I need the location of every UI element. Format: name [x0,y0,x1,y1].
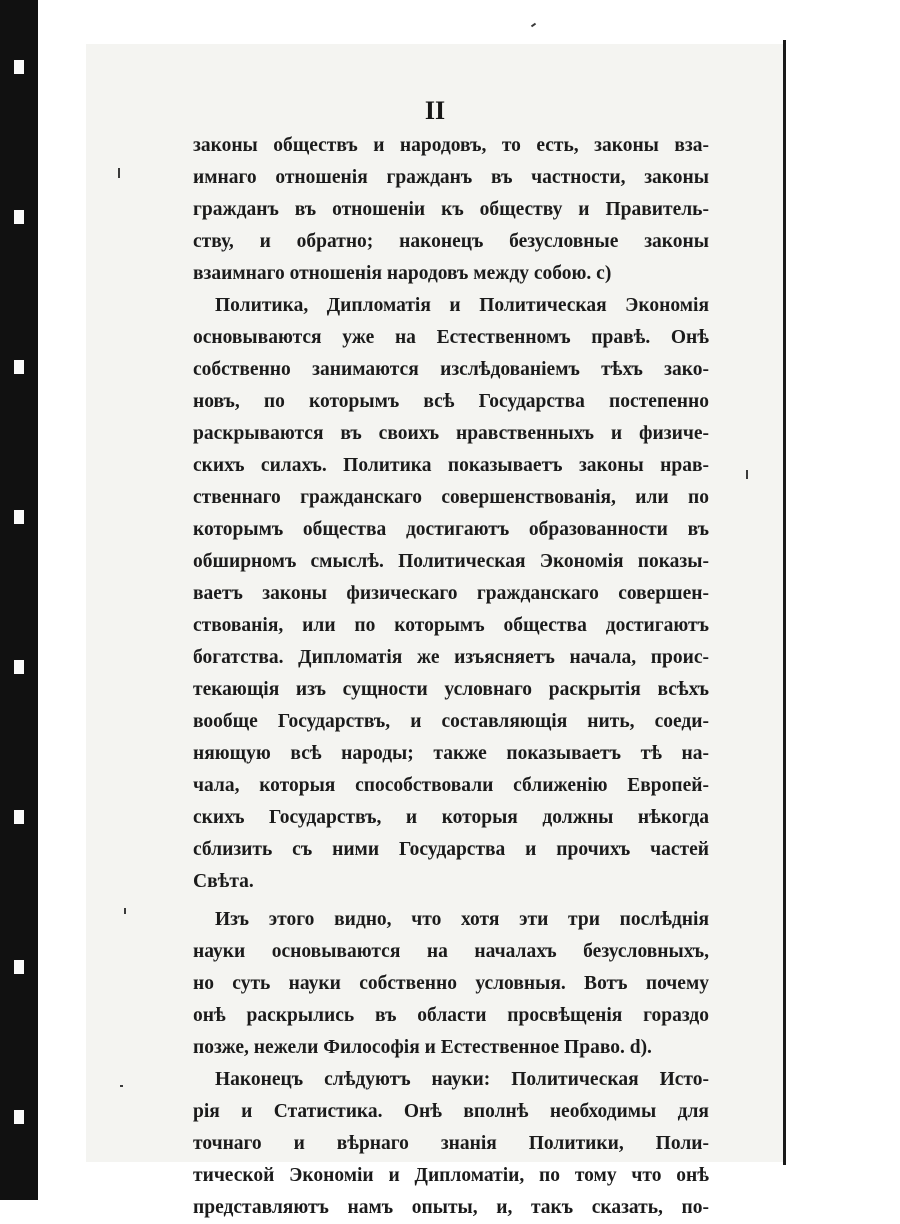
text-line: Свѣта. [193,871,254,892]
text-line: текающія изъ сущности условнаго раскрытія всѣхъ [193,679,709,700]
text-line: законы обществъ и народовъ, то есть, законы вза- [193,135,709,156]
text-line: Наконецъ слѣдуютъ науки: Политическая Исто- [215,1069,709,1090]
text-line: имнаго отношенія гражданъ въ частности, законы [193,167,709,188]
text-line: но суть науки собственно условныя. Вотъ почему [193,973,709,994]
paragraph-2 [193,290,709,898]
film-perforation [14,210,24,224]
text-line: гражданъ въ отношеніи къ обществу и Правитель- [193,199,709,220]
text-line: вообще Государствъ, и составляющія нить, соеди- [193,711,709,732]
paragraph-3 [193,904,709,1064]
page-right-edge [783,40,786,1165]
text-line: позже, нежели Философія и Естественное Право. d). [193,1037,652,1058]
text-line: рія и Статистика. Онѣ вполнѣ необходимы для [193,1101,709,1122]
film-perforation [14,960,24,974]
text-line: ству, и обратно; наконецъ безусловные законы [193,231,709,252]
text-line: собственно занимаются изслѣдованіемъ тѣхъ зако- [193,359,709,380]
scan-speck [746,470,748,479]
film-perforation [14,660,24,674]
text-line: науки основываются на началахъ безусловныхъ, [193,941,709,962]
film-perforation [14,1110,24,1124]
text-line: ственнаго гражданскаго совершенствованія, или по [193,487,709,508]
text-line: точнаго и вѣрнаго знанія Политики, Поли- [193,1133,709,1154]
scan-speck [120,1085,123,1087]
text-line: чала, которыя способствовали сближенію Европей- [193,775,709,796]
text-line: ваетъ законы физическаго гражданскаго совершен- [193,583,709,604]
text-line: раскрываются въ своихъ нравственныхъ и физиче- [193,423,709,444]
page-text [193,130,709,1224]
text-line: обширномъ смыслѣ. Политическая Экономія показы- [193,551,709,572]
text-line: скихъ Государствъ, и которыя должны нѣкогда [193,807,709,828]
film-perforation [14,360,24,374]
text-line: сблизить съ ними Государства и прочихъ частей [193,839,709,860]
paragraph-4 [193,1064,709,1224]
text-line: няющую всѣ народы; также показываетъ тѣ на- [193,743,709,764]
text-line: основываются уже на Естественномъ правѣ. Онѣ [193,327,709,348]
text-line: скихъ силахъ. Политика показываетъ законы нрав- [193,455,709,476]
scan-speck [124,908,126,914]
scan-left-border [0,0,38,1200]
film-perforation [14,510,24,524]
text-line: тической Экономіи и Дипломатіи, по тому что онѣ [193,1165,709,1186]
text-line: новъ, по которымъ всѣ Государства постепенно [193,391,709,412]
page-number: II [424,96,446,125]
book-page [86,44,784,1218]
text-line: онѣ раскрылись въ области просвѣщенія гораздо [193,1005,709,1026]
text-line: представляютъ намъ опыты, и, такъ сказать, по- [193,1197,709,1218]
text-line: ствованія, или по которымъ общества достигаютъ [193,615,709,636]
scan-speck [531,23,536,28]
film-perforation [14,60,24,74]
text-line: Политика, Дипломатія и Политическая Экономія [215,295,709,316]
text-line: богатства. Дипломатія же изъясняетъ начала, проис- [193,647,709,668]
text-line: Изъ этого видно, что хотя эти три послѣднія [215,909,709,930]
scan-speck [118,168,120,178]
text-line: взаимнаго отношенія народовъ между собою. с) [193,263,612,284]
text-line: которымъ общества достигаютъ образованности въ [193,519,709,540]
paragraph-1 [193,130,709,290]
film-perforation [14,810,24,824]
